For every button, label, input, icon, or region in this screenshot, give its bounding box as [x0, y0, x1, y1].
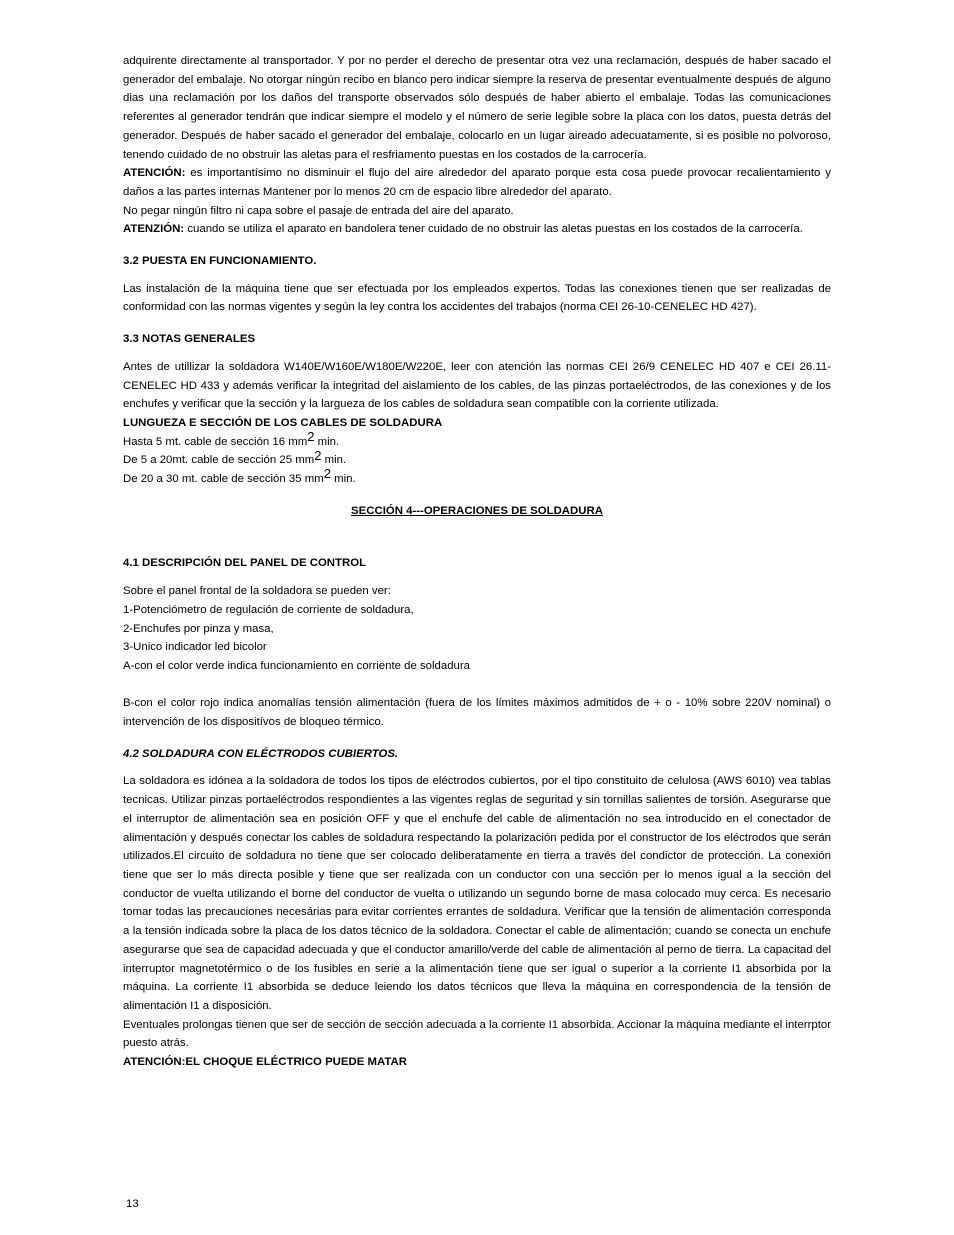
- heading-3-2: 3.2 PUESTA EN FUNCIONAMIENTO.: [123, 255, 317, 268]
- paragraph-3-3: Antes de utillizar la soldadora W140E/W160E/W180E/W220E, leer con atención las normas CEI 26/9 CENELEC HD 407 e CEI 26.11- CENELEC HD 433 y además verificar la integritad del aislamiento de los cables, de las pinzas portaeléctrodos, de las conexiones y de los enchufes y verificar que la sección y la largueza de los cables de soldadura sean compatible con la corriente utilizada.: [123, 360, 831, 411]
- panel-line: 1-Potenciómetro de regulación de corriente de soldadura,: [123, 603, 414, 616]
- paragraph-3-2: Las instalación de la máquina tiene que ser efectuada por los empleados expertos. Todas las conexiones tienen que ser realizadas de conformidad con las normas vigentes y según la ley contra los accidentes del trabajos (norma CEI 26-10-CENELEC HD 427).: [123, 282, 831, 314]
- panel-line: 2-Enchufes por pinza y masa,: [123, 622, 274, 635]
- heading-cables: LUNGUEZA E SECCIÓN DE LOS CABLES DE SOLDADURA: [123, 416, 443, 429]
- cable-line: De 5 a 20mt. cable de sección 25 $mm^2$ min.: [123, 447, 347, 467]
- intro-paragraph: adquirente directamente al transportador. Y por no perder el derecho de presentar otra vez una reclamación, después de haber sacado el generador del embalaje. No otorgar ningún recibo en blanco pero indicar siempre la reserva de presentar eventualmente después de alguno dias una reclamación por los daños del transporte observados sólo después de haber abierto el embalaje. Todas las comunicaciones referentes al generador tendrán que indicar siempre el modelo y el número de serie legible sobre la placa con los datos, puesta detrás del generador. Después de haber sacado el generador del embalaje, colocarlo en un lugar aireado adecuatamente, si es posible no polvoroso, tenendo cuidado de no obstruir las aletas para el resfriamento puestas en los costados de la carrocería.: [123, 55, 831, 161]
- atenzion-label: ATENZIÓN:: [123, 223, 185, 236]
- cable-line: De 20 a 30 mt. cable de sección 35 $mm^2$ min.: [123, 466, 356, 486]
- panel-line: A-con el color verde indica funcionamiento en corriente de soldadura: [123, 659, 470, 672]
- atenzion-text: cuando se utiliza el aparato en bandolera tener cuidado de no obstruir las aletas puestas en los costados de la carrocería.: [184, 223, 803, 236]
- eventuales-paragraph: Eventuales prolongas tienen que ser de sección de sección adecuada a la corriente I1 absorbida. Accionar la máquina mediante el interrptor puesto atrás.: [123, 1018, 831, 1050]
- no-filtro-line: No pegar ningún filtro ni capa sobre el pasaje de entrada del aire del aparato.: [123, 204, 514, 217]
- paragraph-4-2: La soldadora es idónea a la soldadora de todos los tipos de eléctrodos cubiertos, por el tipo constituito de celulosa (AWS 6010) vea tablas tecnicas. Utilizar pinzas portaeléctrodos respondientes a las vigentes reglas de seguritad y sin tornillas salientes de torsión. Asegurarse que el interruptor de alimentación sea en posición OFF y que el enchufe del cable de alimentación no sea introducido en el conectador de alimentación y después conectar los cables de soldadura respectando la polarización pedida por el constructor de los eléctrodos que serán utilizados.El circuito de soldadura no tiene que ser colocado deliberatamente en tierra a través del condictor de protección. La conexión tiene que ser lo más directa posible y tiene que ser realizada con un conductor con una sección per lo menos igual a la sección del conductor de vuelta utilizando el borne del conductor de vuelta o utilizando un segundo borne de masa colocado muy cerca. Es necesario tomar todas las precauciones necesárias para evitar corrientes errantes de soldadura. Verificar que la tensión de alimentación corresponda a la tensión indicada sobre la placa de los datos técnico de la soldadora. Conectar el cable de alimentación; cuando se conecta un enchufe asegurarse que sea de capacidad adecuada y que el conductor amarillo/verde del cable de alimentación al perno de tierra. La capacitad del interruptor magnetotérmico o de los fusibles en serie a la alimentación tiene que ser igual o superior a la corriente I1 absorbida por la máquina. La corriente I1 absorbida se deduce leiendo los datos técnicos que lleva la máquina en correspondencia de la tensión de alimentación I1 a disposición.: [123, 775, 831, 1012]
- heading-4-2: 4.2 SOLDADURA CON ELÉCTRODOS CUBIERTOS.: [123, 747, 399, 760]
- section-4-heading: SECCIÓN 4---OPERACIONES DE SOLDADURA: [351, 504, 603, 517]
- page-number: 13: [126, 1198, 139, 1210]
- atencion-label: ATENCIÓN:: [123, 167, 186, 180]
- heading-4-1: 4.1 DESCRIPCIÓN DEL PANEL DE CONTROL: [123, 557, 367, 570]
- rojo-paragraph: B-con el color rojo indica anomalías tensión alimentación (fuera de los límites máximos admitidos de + o - 10% sobre 220V nominal) o intervención de los dispositívos de bloqueo térmico.: [123, 697, 831, 729]
- panel-line: 3-Unico indicador led bicolor: [123, 641, 267, 654]
- atencion-text: es importantísimo no disminuir el flujo del aire alrededor del aparato porque esta cosa puede provocar recalientamiento y daños a las partes internas Mantener por lo menos 20 cm de espacio libre alrededor del aparato.: [123, 167, 831, 198]
- atencion-final: ATENCIÓN:EL CHOQUE ELÉCTRICO PUEDE MATAR: [123, 1056, 407, 1069]
- document-body: [123, 52, 831, 1072]
- atencion-paragraph: [123, 164, 831, 201]
- atenzion-paragraph: [123, 220, 831, 239]
- cable-line: Hasta 5 mt. cable de sección 16 $mm^2$ min.: [123, 428, 340, 448]
- heading-3-3: 3.3 NOTAS GENERALES: [123, 333, 256, 346]
- panel-line: Sobre el panel frontal de la soldadora se pueden ver:: [123, 585, 391, 598]
